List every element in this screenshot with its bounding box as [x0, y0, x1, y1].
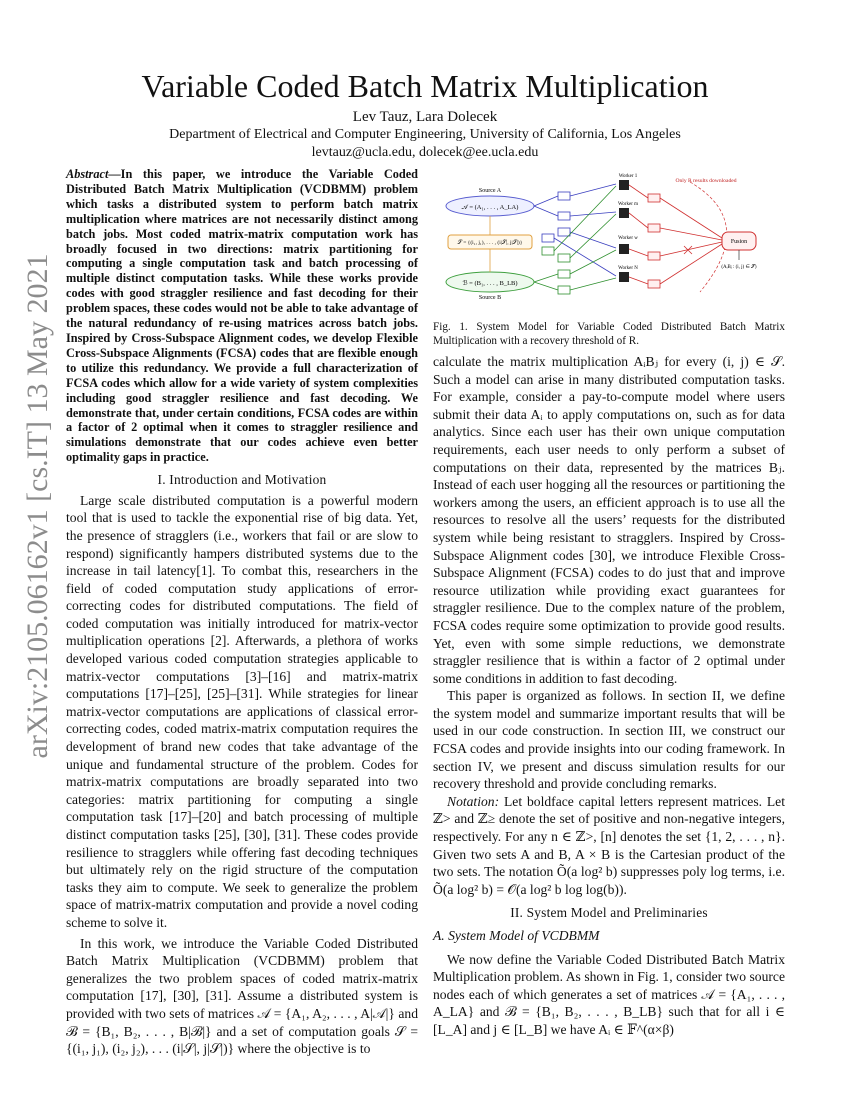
worker-w-label: Worker w [618, 236, 638, 241]
worker-nodes [618, 174, 638, 282]
result-boxes [648, 194, 660, 288]
edges-from-a [534, 184, 616, 276]
paper-title: Variable Coded Batch Matrix Multiplication [141, 68, 709, 104]
right-paragraph-4: We now define the Variable Coded Distributed Batch Matrix Multiplication problem. As shown in Fig. 1, consider two source nodes each of which generates a set of matrices 𝒜 = {A₁, . . . , A_LA} and ℬ = {B₁, B₂, . . . , B_LB} such that for all i ∈ [L_A] and j ∈ [L_B] we have Aᵢ ∈ 𝔽^(α×β) [433, 951, 785, 1037]
coded-a-boxes [542, 192, 570, 242]
right-paragraph-2: This paper is organized as follows. In section II, we define the system model and summarize important results that will be used in our code construction. In section III, we construct our FCSA codes and provide insights into our coding framework. In section IV, we present and discuss simulation results for our recovery threshold and provide concluding remarks. [433, 688, 785, 792]
notation-paragraph [433, 793, 785, 899]
worker-1-label: Worker 1 [618, 174, 638, 179]
coded-b-boxes [542, 247, 570, 294]
intro-paragraph-2: In this work, we introduce the Variable Coded Distributed Batch Matrix Multiplication (VCDBMM) problem that generalizes the two problem spaces of coded matrix-matrix computation [17], [30], [31]. Assume a distributed system is provided with two sets of matrices 𝒜 = {A₁, A₂, . . . , A|𝒜|} and ℬ = {B₁, B₂, . . . , B|ℬ|} and a set of computation goals 𝒮 = {(i₁, j₁), (i₂, j₂), . . . (i|𝒮|, j|𝒮|)} where the objective is to [66, 935, 418, 1057]
figure-system-model [438, 172, 778, 312]
left-column [66, 167, 418, 1058]
paper-emails: levtauz@ucla.edu, dolecek@ee.ucla.edu [311, 145, 539, 160]
paper-authors: Lev Tauz, Lara Dolecek [352, 109, 498, 125]
intro-paragraph-1: Large scale distributed computation is a powerful modern tool that is used to tackle the exponential rise of big data. Yet, the presence of stragglers (i.e., workers that fail or are slow to respond) significantly hampers distributed systems due to the increase in tail latency[1]. To combat this, researchers in the field of coded computation study applications of error-correcting codes for distributed computations. The field of coded computation was initially introduced for matrix-vector multiplication operations [2]. Afterwards, a plethora of works developed various coded computation strategies applicable to matrix-vector computations [3]–[16] and matrix-matrix computations [17]–[25], [25]–[31]. While strategies for linear matrix-vector computations are applications of classical error-correcting codes, coded matrix-matrix computation requires the development of brand new codes that take advantage of the unique and fundamental structure of the problem. Codes for matrix-matrix computations are broadly separated into two categories: matrix partitioning for computing a single computation task [17]–[20] and batch processing of multiple distinct computation tasks [25], [30], [31]. These codes provide resilience to stragglers while offering fast decoding techniques but ultimately rely on the rigid structure of the computation tasks they aim to compute. We seek to generalize the problem space of matrix-matrix computation and provide a novel coding scheme to solve it. [66, 492, 418, 930]
right-column [433, 353, 785, 1039]
only-r-label: Only R results downloaded [675, 178, 737, 184]
worker-n-icon [619, 272, 629, 282]
section-heading-introduction: I. Introduction and Motivation [157, 472, 327, 488]
notation-text: Let boldface capital letters represent matrices. Let ℤ> and ℤ≥ denote the set of positive and non-negative integers, respectively. For any n ∈ ℤ>, [n] denotes the set {1, 2, . . . , n}. Given two sets A and B, A × B is the Cartesian product of the two sets. The notation Õ(a log² b) suppresses poly log terms, i.e. Õ(a log² b) = 𝒪(a log² b log log(b)). [433, 793, 785, 897]
source-a-label: Source A [478, 188, 502, 194]
worker-w-icon [619, 244, 629, 254]
fusion-output-label: (AᵢBⱼ : (i, j) ∈ 𝒮) [721, 265, 757, 270]
worker-m-icon [619, 208, 629, 218]
abstract [66, 167, 418, 465]
result-edges [629, 185, 722, 284]
source-a-set-label: 𝒜 = (A₁, . . . , A_LA) [461, 204, 519, 211]
fusion-label: Fusion [730, 239, 748, 245]
section-heading-system-model: II. System Model and Preliminaries [510, 905, 708, 921]
source-b-set-label: ℬ = (B₁, . . . , B_LB) [462, 280, 518, 287]
paper-affiliation: Department of Electrical and Computer Engineering, University of California, Los Angeles [169, 127, 681, 142]
system-model-diagram [438, 172, 778, 312]
figure-caption: Fig. 1. System Model for Variable Coded Distributed Batch Matrix Multiplication with a recovery threshold of R. [433, 321, 785, 347]
subsection-heading-vcdbmm: A. System Model of VCDBMM [433, 928, 600, 943]
arxiv-identifier: arXiv:2105.06162v1 [cs.IT] 13 May 2021 [21, 253, 54, 759]
abstract-text: —In this paper, we introduce the Variable Coded Distributed Batch Matrix Multiplication (VCDBMM) problem which tasks a distributed system to perform batch matrix multiplication where matrices are not necessarily distinct among batch jobs. Most coded matrix-matrix computation work has broadly focused in two directions: matrix partitioning for computing a single computation task and batch processing of multiple distinct computation tasks. While these works provide codes with good straggler resilience and fast decoding for their problem spaces, these codes would not be able to take advantage of the natural redundancy of re-using matrices across batch jobs. Inspired by Cross-Subspace Alignment codes, we develop Flexible Cross-Subspace Alignments (FCSA) codes that are flexible enough to utilize this redundancy. We provide a full characterization of FCSA codes which allow for a wide variety of system complexities including good straggler resilience and fast decoding. We demonstrate that, under certain conditions, FCSA codes are within a factor of 2 optimal when it comes to straggler resilience and simulations demonstrate that our codes achieve even better optimality gaps in practice. [66, 167, 418, 465]
abstract-label: Abstract [66, 167, 109, 181]
worker-m-label: Worker m [617, 202, 639, 207]
notation-label: Notation: [447, 793, 500, 809]
arxiv-side-stamp [8, 253, 68, 759]
right-paragraph-1: calculate the matrix multiplication AᵢBⱼ for every (i, j) ∈ 𝒮. Such a model can arise in many distributed computation tasks. For example, consider a pay-to-compute model where users submit their data Aᵢ to apply computations on, such as for data analytics. Since each user has their own unique computation requirements, each user needs to only perform a subset of computations on their data, represented by the matrices Bⱼ. Instead of each user hogging all the resources or partitioning the workers among the users, an efficient approach is to use all the resources to resolve all the users’ requests for the distributed system while being resistant to stragglers. Inspired by Cross-Subspace Alignment codes [30], we introduce Flexible Cross-Subspace Alignment (FCSA) codes to do just that and improve resource utilization while providing exact guarantees for straggler resilience. Due to the complex nature of the problem, FCSA codes require some optimization to provide good results. Yet, even with some simple reductions, we demonstrate straggler resilience that is within a factor of 2 optimal under some conditions in addition to fast decoding. [433, 354, 785, 686]
worker-1-icon [619, 180, 629, 190]
worker-n-label: Worker N [618, 266, 638, 271]
goal-set-label: 𝒮 = {(i₁, j₁), . . . , (i|𝒮|, j|𝒮|)} [457, 240, 523, 246]
source-b-label: Source B [478, 295, 502, 301]
